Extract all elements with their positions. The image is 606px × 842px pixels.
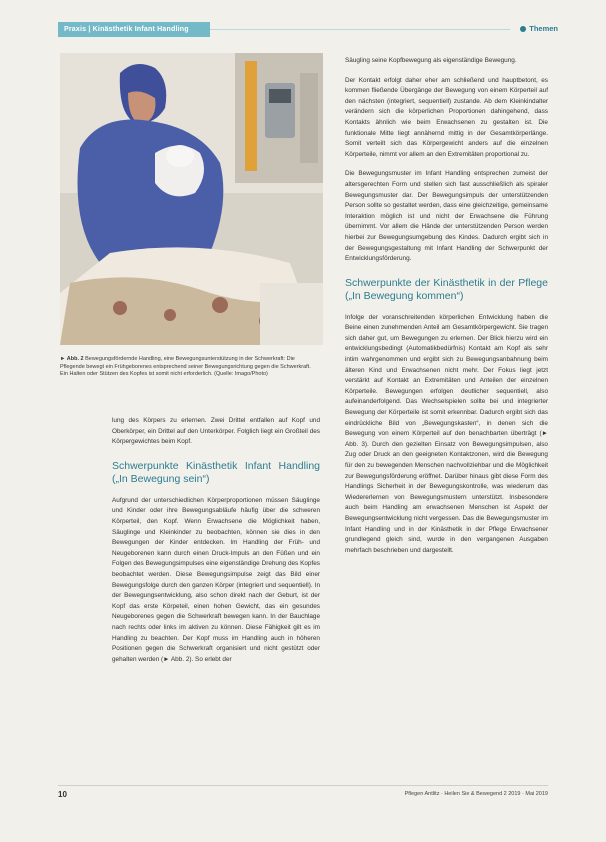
right-paragraph-3: Die Bewegungsmuster im Infant Handling entsprechen zumeist der altersgerechten Form und stellen sich fast ausschließlich als spiraler Bewegungsmuster dar. Der Bewegungsimpuls der unterstützenden Person sollte so gestaltet werden, dass eine gleichzeitige, gemeinsame Interaktion möglich ist und nicht der Erwachsene die Führung übernimmt. Vor allem die Hände der unterstützenden Person werden hierbei zur Bewegungsumgebung des Kindes. Dadurch ergibt sich in der Bewegungsgestaltung mit Infant Handling der Schwerpunkt der Entwicklungsförderung. — [345, 170, 548, 263]
page-number: 10 — [58, 790, 67, 799]
footer-reference: Pflegen Antlitz · Heilen Sie & Bewegend 2 2019 · Mai 2019 — [404, 791, 548, 797]
figure-photo — [60, 53, 323, 345]
figure-label: ► Abb. 2 — [60, 356, 84, 362]
section-label: Praxis | Kinästhetik Infant Handling — [58, 22, 210, 37]
right-section-heading: Schwerpunkte der Kinästhetik in der Pflege („In Bewegung kommen“) — [345, 276, 548, 302]
left-main-paragraph: Aufgrund der unterschiedlichen Körperproportionen müssen Säuglinge und Kinder oder ihre Bewegungsabläufe häufig über die schweren Körperteil, den Kopf. Wenn Erwachsene die Möglichkeit haben, Säuglinge und Kleinkinder zu beobachten, können sie dies in den Bewegungen der Kinder entdecken. Im Handling der Früh- und Neugeborenen kann durch einen Druck-Impuls an den Füßen und ein Folgen des Bewegungsimpulses eine eigenständige Drehung des Kopfes beobachtet werden. Diese Bewegungsimpulse zeigt das Bild einer Bewegungsfolge durch den ganzen Körper (integriert und sequentiell). In der Bewegungsentwicklung, also schon direkt nach der Geburt, ist der Kopf das erste Körpeteil, einen hohen Gewicht, das ein gesundes Neugeborenes gegen die Schwerkraft bewegen kann. In der Bauchlage nach rechts oder links im aktiven zu können. Diese Fähigkeit gilt es im Handling zu beachten. Der Kopf muss im Handling auch in höheren Positionen gegen die Schwerkraft organisiert und nicht gestützt oder gehalten werden (► Abb. 2). So erlebt der — [112, 496, 320, 663]
topic-label-group — [520, 24, 558, 33]
right-paragraph-2: Der Kontakt erfolgt daher eher am schließend und hauptbetont, es kommen fließende Übergänge der Bewegung von einem Körperteil auf den nächsten (integriert, sequentiell) zustande. Ab dem Kleinkindalter verändern sich die körperlichen Proportionen dahingehend, dass Kontakts ähnlich wie beim Erwachsenen zu gestalten ist. Die funktionale Mitte liegt annähernd mittig in der Gesamtkörperlänge. Somit verteilt sich das Körpergewicht anders auf die einzelnen Körperteile, nimmt vor allem an den Extremitäten proportional zu. — [345, 76, 548, 158]
right-column — [345, 56, 548, 565]
left-intro-paragraph: lung des Körpers zu erlernen. Zwei Drittel entfallen auf Kopf und Oberkörper, ein Drittel auf den Unterkörper. Folglich liegt ein Großteil des Körpergewichtes beim Kopf. — [112, 417, 320, 446]
location-pin-icon — [520, 26, 526, 32]
right-paragraph-4: Infolge der voranschreitenden körperlichen Entwicklung haben die Beine einen zunehmenden Anteil am Gesamtkörpergewicht. Sie tragen sich daher gut, um Bewegungen zu erlernen. Der Blick hierzu wird ein entwicklungsbedingt (Automatikbedürfnis) Kontakt am Kopf als sehr intim wahrgenommen und ergibt sich zu Bewegungsanbahnung beim älteren Kind und Erwachsenen nicht mehr. Der Fokus liegt jetzt verstärkt auf Kontakt an Extremitäten und Anteilen der einzelnen Körperteile. Bewegungen erfolgen deutlicher sequentiell, also aufeinanderfolgend. Das Wechselspielen sollte bei und integrierter Bewegung der Körperteile ist somit erkennbar. Dadurch ergibt sich das eindrückliche Bild von „Bewegungskasten“, in denen sich die Bewegung von einem Körperteil auf den benachbarten überträgt (► Abb. 3). Durch den gezielten Einsatz von Bewegungsimpulsen, also Zug oder Druck an den geeigneten Kontaktzonen, wird die Bewegung für den zu bewegenden Menschen nachvollziehbar und die Möglichkeit zur Bewegungsförderung eröffnet. Darüber hinaus gibt diese Form des Handlings Sicherheit in der Bewegungskontrolle, was wiederum das Wiedererlernen von Bewegungsmustern unterstützt. Insbesondere auch beim Handling am erwachsenen Menschen ist Aspekt der Bewegungsentwicklung nicht vergessen. Das die Bewegungsmuster im Infant Handling und in der Kinästhetik in der Pflege Erwachsener grundlegend gleich sind, wurde in den vergangenen Ausgaben mehrfach beschrieben und dargestellt. — [345, 313, 548, 554]
header-rule — [210, 29, 510, 30]
topic-label: Themen — [529, 24, 558, 33]
right-paragraph-1: Säugling seine Kopfbewegung als eigenständige Bewegung. — [345, 57, 517, 64]
figure-caption — [60, 356, 320, 379]
left-section-heading: Schwerpunkte Kinästhetik Infant Handling („In Bewegung sein“) — [112, 459, 320, 485]
footer-rule — [58, 785, 548, 786]
left-column — [112, 416, 320, 674]
figure-caption-text: Bewegungsfördernde Handling, eine Bewegungsunterstützung in der Schwerkraft: Die Pflegende bewegt ein Frühgeborenes entsprechend seiner Bewegungsrichtung gegen die Schwerkraft. Ein Halten oder Stützen des Kopfes ist somit nicht erforderlich. (Quelle: Imago/Photo) — [60, 356, 311, 378]
nurse-with-infant-photo — [60, 53, 323, 345]
